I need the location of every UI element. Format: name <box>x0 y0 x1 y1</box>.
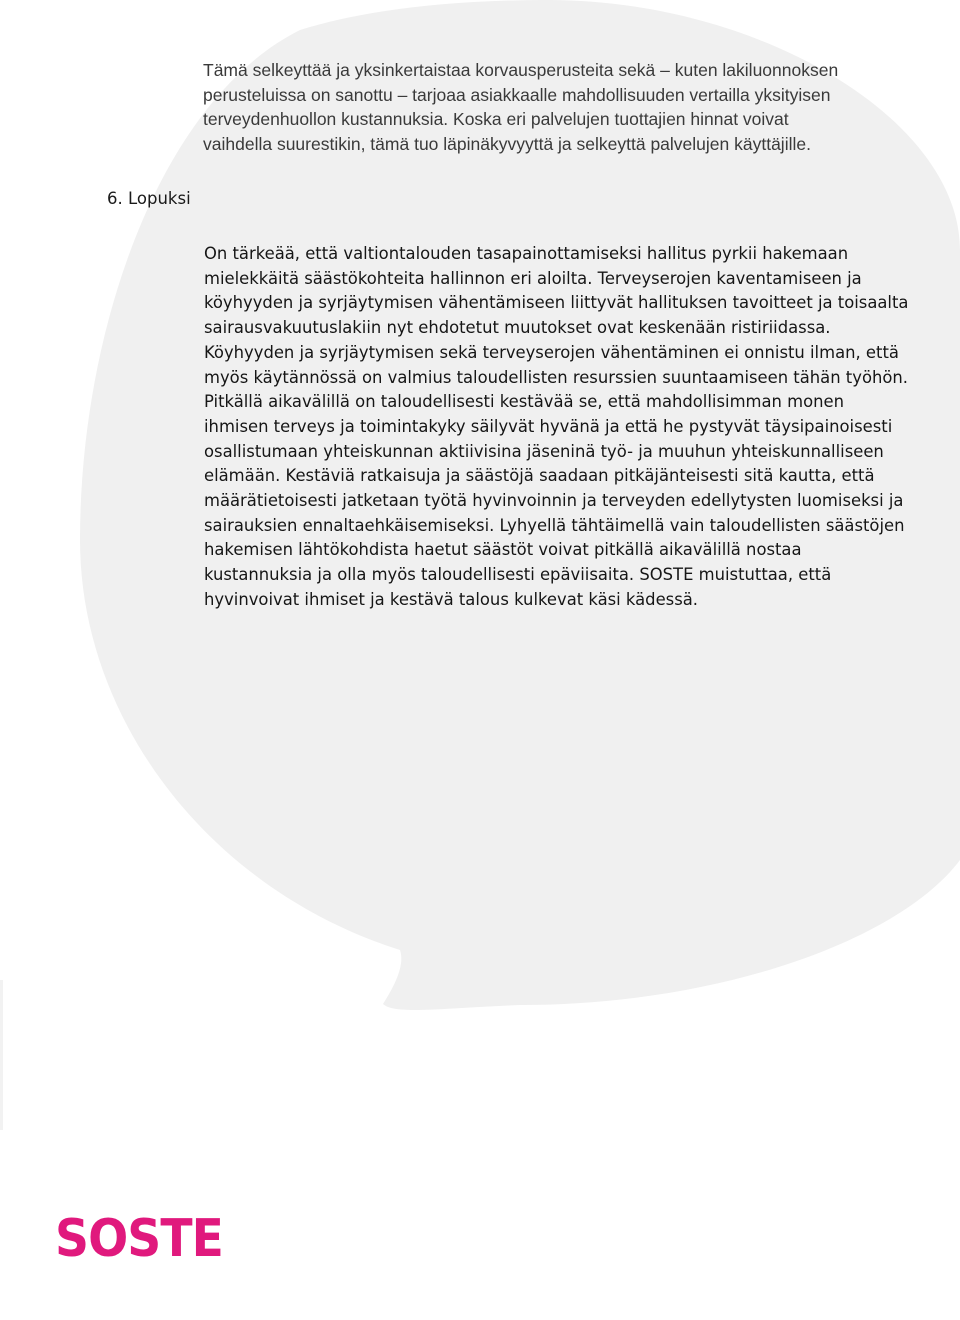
intro-line: vaihdella suurestikin, tämä tuo läpinäkyvyyttä ja selkeyttä palvelujen käyttäjille. <box>203 134 811 155</box>
soste-logo <box>55 1208 225 1262</box>
conclusion-line: Köyhyyden ja syrjäytymisen sekä terveyserojen vähentäminen ei onnistu ilman, että <box>204 342 899 362</box>
conclusion-paragraph <box>204 242 914 613</box>
intro-line: terveydenhuollon kustannuksia. Koska eri palvelujen tuottajien hinnat voivat <box>203 109 789 130</box>
soste-logo-text: SOSTE <box>55 1209 223 1262</box>
intro-paragraph <box>203 58 903 157</box>
conclusion-line: Pitkällä aikavälillä on taloudellisesti kestävää se, että mahdollisimman monen <box>204 392 844 412</box>
conclusion-line: ihmisen terveys ja toimintakyky säilyvät hyvänä ja että he pystyvät täysipainoisesti <box>204 416 893 436</box>
conclusion-line: köyhyyden ja syrjäytymisen vähentämiseen liittyvät hallituksen tavoitteet ja toisaalta <box>204 293 909 313</box>
conclusion-line: hakemisen lähtökohdista haetut säästöt voivat pitkällä aikavälillä nostaa <box>204 540 802 560</box>
left-margin-strip <box>0 980 3 1130</box>
conclusion-line: määrätietoisesti jatketaan työtä hyvinvoinnin ja terveyden edellytysten luomiseksi ja <box>204 491 904 511</box>
conclusion-line: elämään. Kestäviä ratkaisuja ja säästöjä saadaan pitkäjänteisesti sitä kautta, että <box>204 466 875 486</box>
conclusion-line: osallistumaan yhteiskunnan aktiivisina jäseninä työ- ja muuhun yhteiskunnalliseen <box>204 441 884 461</box>
intro-line: perusteluissa on sanottu – tarjoaa asiakkaalle mahdollisuuden vertailla yksityisen <box>203 84 831 105</box>
section-heading: 6. Lopuksi <box>107 189 191 208</box>
conclusion-line: kustannuksia ja olla myös taloudellisesti epäviisaita. SOSTE muistuttaa, että <box>204 565 832 585</box>
conclusion-line: sairauksien ennaltaehkäisemiseksi. Lyhyellä tähtäimellä vain taloudellisten säästöjen <box>204 515 905 535</box>
conclusion-line: mielekkäitä säästökohteita hallinnon eri aloilta. Terveyserojen kaventamiseen ja <box>204 268 862 288</box>
conclusion-line: sairausvakuutuslakiin nyt ehdotetut muutokset ovat keskenään ristiriidassa. <box>204 318 831 338</box>
conclusion-line: hyvinvoivat ihmiset ja kestävä talous kulkevat käsi kädessä. <box>204 589 698 609</box>
conclusion-line: myös käytännössä on valmius taloudellisten resurssien suuntaamiseen tähän työhön. <box>204 367 908 387</box>
conclusion-line: On tärkeää, että valtiontalouden tasapainottamiseksi hallitus pyrkii hakemaan <box>204 244 849 263</box>
intro-line: Tämä selkeyttää ja yksinkertaistaa korvausperusteita sekä – kuten lakiluonnoksen <box>203 60 839 80</box>
